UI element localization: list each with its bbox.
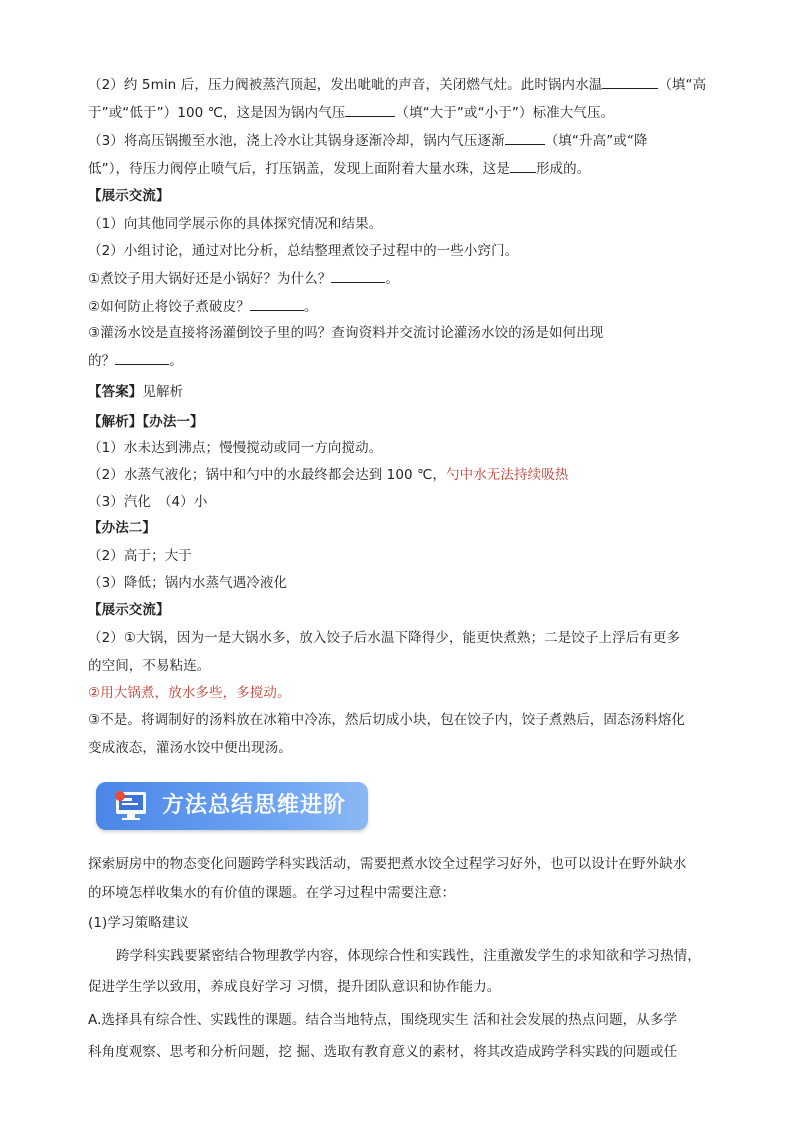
section-heading: 【展示交流】 [88,188,170,204]
text-line: 科角度观察、思考和分析问题，挖 掘、选取有教育意义的素材，将其改造成跨学科实践的问题或任 [88,1044,678,1060]
highlight-text: 勺中水无法持续吸热 [446,467,569,483]
text: 见解析 [142,384,184,400]
text-line: 探索厨房中的物态变化问题跨学科实践活动，需要把煮水饺全过程学习好外，也可以设计在野外缺水 [88,856,687,872]
text: 形成的。 [535,161,591,177]
section-heading: 【展示交流】 [88,602,170,618]
monitor-chat-icon [112,790,150,822]
question-line [88,350,183,371]
text: （2）水蒸气液化；锅中和勺中的水最终都会达到 100 ℃， [88,467,446,483]
text-line: （2）小组讨论，通过对比分析，总结整理煮饺子过程中的一些小窍门。 [88,243,519,259]
answer-blank [115,350,169,365]
answer-blank [331,268,385,283]
text-line: 促进学生学以致用，养成良好学习 习惯，提升团队意识和协作能力。 [88,979,501,995]
text: （填“升高”或“降 [544,133,648,149]
text: （2）约 5min 后，压力阀被蒸汽顶起，发出呲呲的声音，关闭燃气灶。此时锅内水温 [88,77,603,93]
question-3-line-1 [88,130,648,151]
text: （3）将高压锅搬至水池，浇上冷水让其锅身逐渐冷却，锅内气压逐渐 [88,133,505,149]
text-line: ③灌汤水饺是直接将汤灌倒饺子里的吗？查询资料并交流讨论灌汤水饺的汤是如何出现 [88,325,604,341]
answer-line [88,382,183,402]
answer-blank [510,158,536,173]
question-2-line-2 [88,102,614,123]
answer-blank [505,130,545,145]
method-summary-banner [96,782,368,830]
text-line [88,465,568,485]
text: ②如何防止将饺子煮破皮？ [88,299,250,315]
highlight-line: ②用大锅煮，放水多些，多搅动。 [88,685,291,701]
text: 于”或“低于”）100 ℃，这是因为锅内气压 [88,105,346,121]
text-line: （3）降低；锅内水蒸气遇冷液化 [88,575,288,591]
banner-title: 方法总结思维进阶 [162,793,347,818]
question-2-line-1 [88,74,706,95]
section-heading: 【办法二】 [88,520,156,536]
text-line: （1）水未达到沸点；慢慢搅动或同一方向搅动。 [88,440,383,456]
text: （填“大于”或“小于”）标准大气压。 [395,105,615,121]
text-line: A.选择具有综合性、实践性的课题。结合当地特点，围绕现实生 活和社会发展的热点问题，从多学 [88,1012,678,1028]
text: （填“高 [658,77,707,93]
question-3-line-2 [88,158,590,179]
answer-label: 【答案】 [88,384,143,400]
answer-blank [602,74,658,89]
subheading: (1)学习策略建议 [88,915,190,931]
text: 。 [303,299,318,315]
answer-blank [250,296,304,311]
text-line: 的空间，不易粘连。 [88,658,211,674]
text: 的？ [88,353,116,369]
text: 。 [169,353,183,369]
section-heading: 【解析】【办法一】 [88,414,204,430]
text-line: （3）汽化 （4）小 [88,494,208,510]
text-line: （2）①大锅，因为一是大锅水多，放入饺子后水温下降得少，能更快煮熟；二是饺子上浮后有更多 [88,630,681,646]
text-line: ③不是。将调制好的汤料放在冰箱中冷冻，然后切成小块，包在饺子内，饺子煮熟后，固态汤料熔化 [88,712,686,728]
answer-blank [345,102,395,117]
text: ①煮饺子用大锅好还是小锅好？为什么？ [88,271,332,287]
text: 。 [385,271,400,287]
text-line: 变成液态，灌汤水饺中便出现汤。 [88,740,292,756]
text-line: （1）向其他同学展示你的具体探究情况和结果。 [88,216,383,232]
text: 低”），待压力阀停止喷气后，打压锅盖，发现上面附着大量水珠，这是 [88,161,510,177]
question-line [88,268,399,289]
text-line: 的环境怎样收集水的有价值的课题。在学习过程中需要注意： [88,885,456,901]
text-line: （2）高于；大于 [88,548,192,564]
question-line [88,296,317,317]
text-line: 跨学科实践要紧密结合物理教学内容，体现综合性和实践性，注重激发学生的求知欲和学习热情， [116,948,701,964]
